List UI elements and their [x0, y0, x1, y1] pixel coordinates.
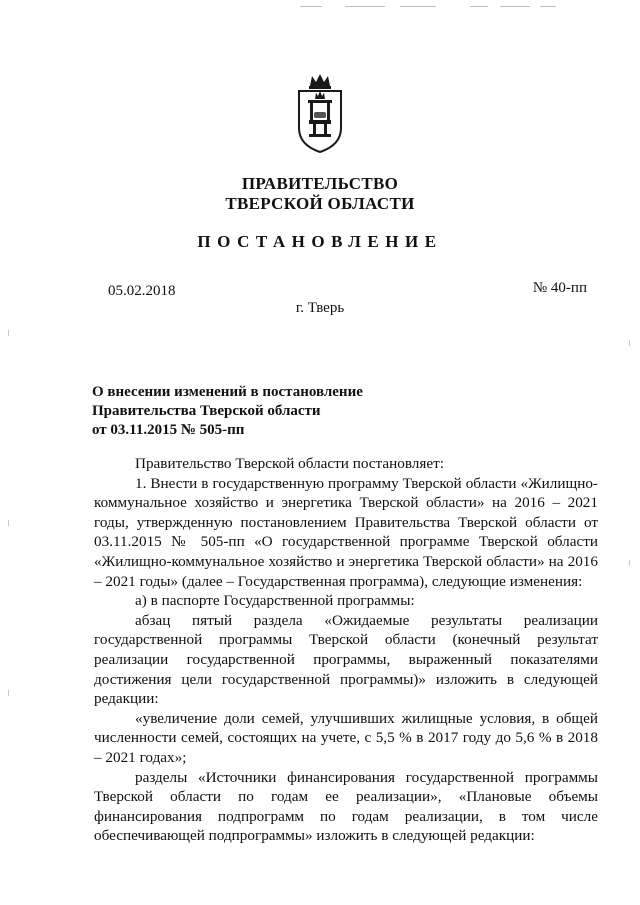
subject-line: О внесении изменений в постановление: [92, 384, 363, 400]
scan-edge-mark: [8, 520, 9, 526]
body-paragraph: а) в паспорте Государственной программы:: [135, 592, 415, 610]
document-body: [94, 454, 598, 846]
body-paragraph: абзац пятый раздела «Ожидаемые результаты реализации государственной программы Тверской области (конечный результат реализации государственной программы, выраженный показателями достижения цели государственной программы)» изложить в следующей редакции:: [94, 611, 598, 708]
scan-artifact-line: [400, 6, 436, 7]
body-paragraph: разделы «Источники финансирования государственной программы Тверской области по годам ее реализации», «Плановые объемы финансирования подпрограмм по годам реализации, в том числе обеспечивающей подпрограммы» изложить в следующей редакции:: [94, 768, 598, 845]
scan-artifact-line: [345, 6, 385, 7]
scan-edge-mark: [8, 690, 9, 696]
subject-line: от 03.11.2015 № 505-пп: [92, 422, 245, 438]
scan-artifact-line: [500, 6, 530, 7]
scan-artifact-line: [470, 6, 488, 7]
document-number: № 40-пп: [532, 280, 587, 296]
organization-name-line2: ТВЕРСКОЙ ОБЛАСТИ: [225, 194, 415, 213]
scan-edge-mark: [8, 330, 9, 336]
body-paragraph: 1. Внести в государственную программу Тверской области «Жилищно-коммунальное хозяйство и энергетика Тверской области» на 2016 – 2021 годы, утвержденную постановлением Правительства Тверской области от 03.11.2015 № 505-пп «О государственной программе Тверской области «Жилищно-коммунальное хозяйство и энергетика Тверской области» на 2016 – 2021 годы» (далее – Государственная программа), следующие изменения:: [94, 474, 598, 590]
scan-edge-mark: [629, 340, 630, 346]
scan-artifact-line: [540, 6, 556, 7]
body-paragraph: Правительство Тверской области постановляет:: [135, 455, 444, 472]
scan-edge-mark: [629, 560, 630, 566]
document-city: г. Тверь: [295, 300, 345, 316]
scan-artifact-line: [300, 6, 322, 7]
document-date: 05.02.2018: [108, 283, 176, 299]
subject-line: Правительства Тверской области: [92, 403, 321, 419]
organization-name-line1: ПРАВИТЕЛЬСТВО: [241, 174, 399, 193]
body-paragraph: «увеличение доли семей, улучшивших жилищные условия, в общей численности семей, состоящих на учете, с 5,5 % в 2017 году до 5,6 % в 2018 – 2021 годах»;: [94, 709, 598, 766]
document-type-title: ПОСТАНОВЛЕНИЕ: [197, 232, 443, 251]
document-subject: [92, 383, 412, 440]
tver-coat-of-arms-icon: [296, 72, 344, 154]
